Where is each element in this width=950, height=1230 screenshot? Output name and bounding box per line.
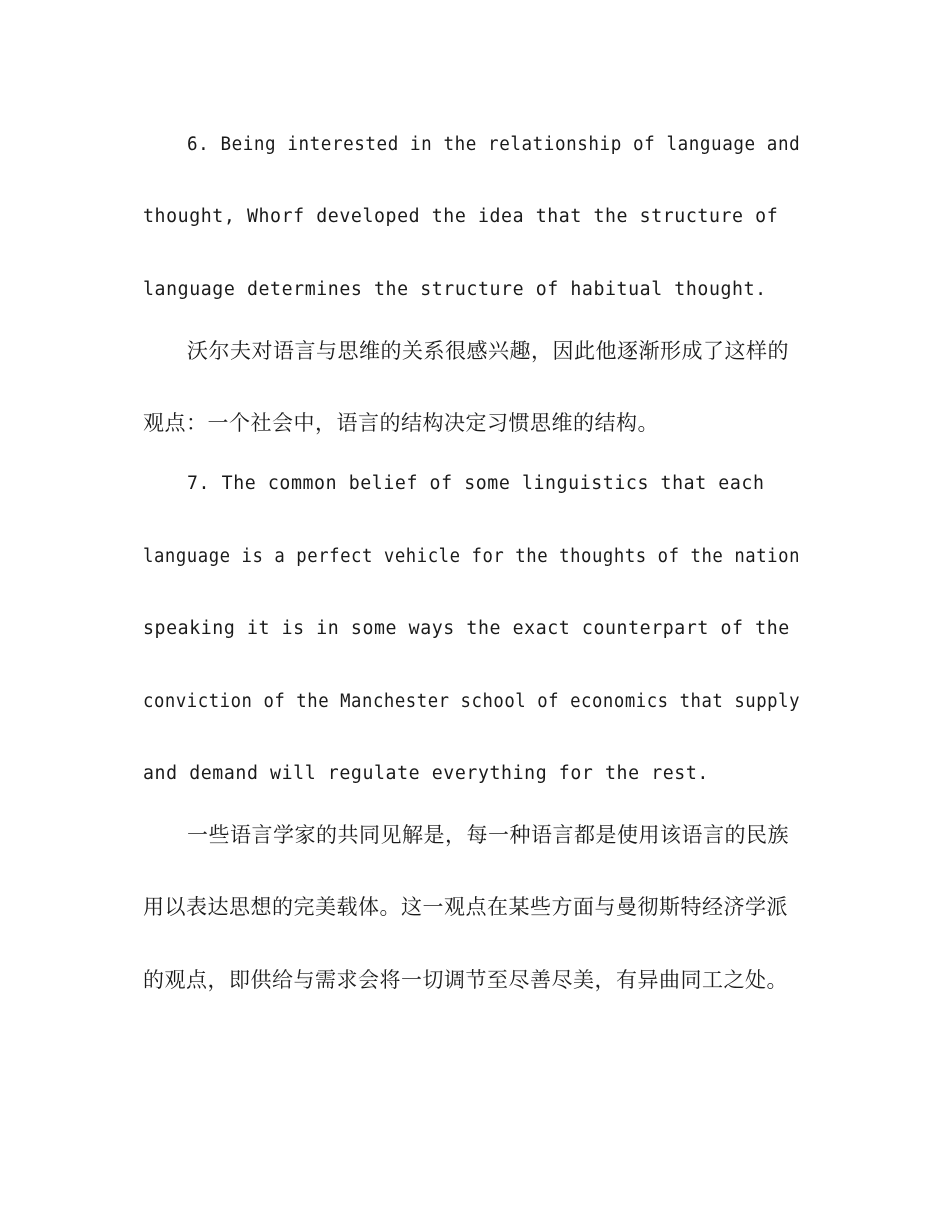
item7-english-line-2: language is a perfect vehicle for the thoughts of the nation <box>143 546 801 567</box>
item6-english-line-2: thought, Whorf developed the idea that the structure of <box>143 206 779 227</box>
item7-chinese-line-1: 一些语言学家的共同见解是，每一种语言都是使用该语言的民族 <box>187 823 789 847</box>
item6-chinese-line-1: 沃尔夫对语言与思维的关系很感兴趣，因此他逐渐形成了这样的 <box>187 339 789 363</box>
item7-english-line-1: 7. The common belief of some linguistics that each <box>187 473 765 494</box>
item7-english-line-3: speaking it is in some ways the exact counterpart of the <box>143 618 790 639</box>
item7-chinese-line-2: 用以表达思想的完美载体。这一观点在某些方面与曼彻斯特经济学派 <box>143 895 788 919</box>
item6-english-line-1: 6. Being interested in the relationship of language and <box>187 134 801 155</box>
item7-english-line-5: and demand will regulate everything for the rest. <box>143 763 709 784</box>
item6-chinese-line-2: 观点：一个社会中，语言的结构决定习惯思维的结构。 <box>143 411 659 435</box>
item6-english-line-3: language determines the structure of habitual thought. <box>143 279 767 300</box>
item7-english-line-4: conviction of the Manchester school of economics that supply <box>143 691 801 712</box>
item7-chinese-line-3: 的观点，即供给与需求会将一切调节至尽善尽美，有异曲同工之处。 <box>143 968 788 992</box>
